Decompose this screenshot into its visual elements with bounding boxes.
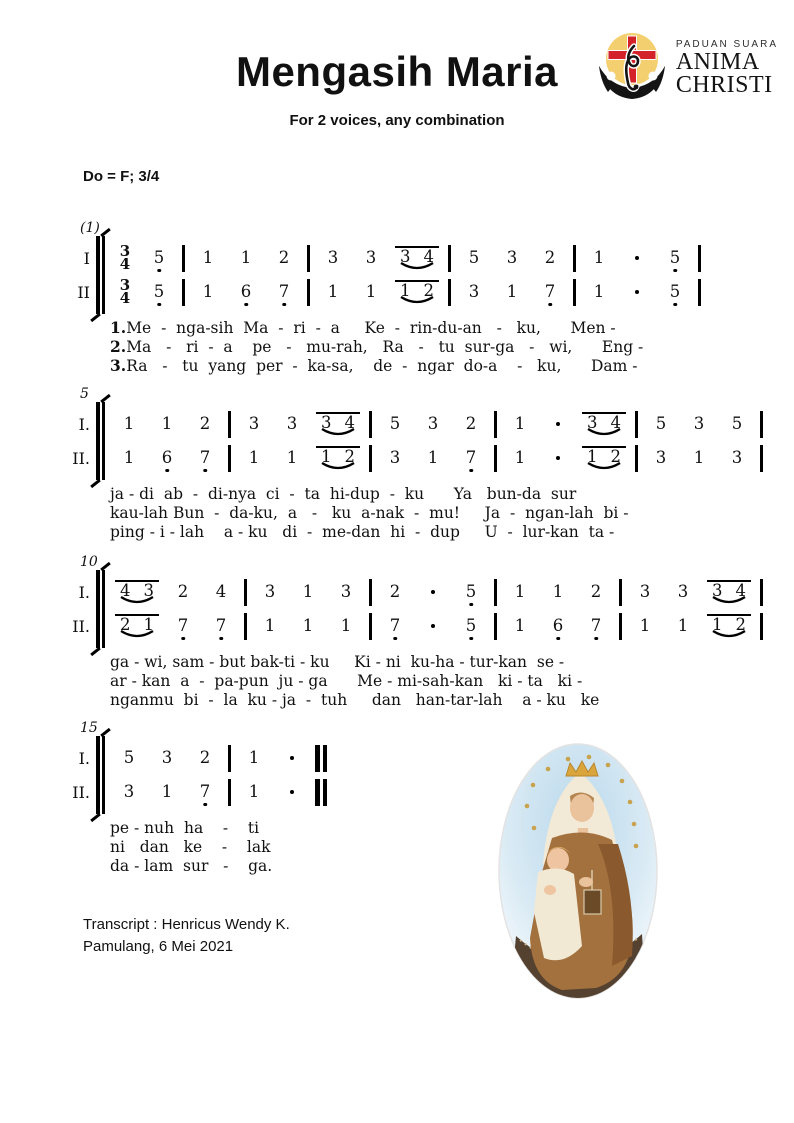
note: 1 [514, 582, 526, 601]
note: 1 [240, 248, 252, 267]
note: 2 [199, 748, 211, 767]
note: 1 [202, 282, 214, 301]
note: 1 [248, 448, 260, 467]
note: 1 [248, 748, 260, 767]
sustain-dot [273, 775, 311, 809]
barline [490, 441, 501, 475]
choir-logo [595, 30, 778, 106]
note: 4 [215, 582, 227, 601]
lyric-line: ni dan ke - lak [110, 837, 271, 856]
barline [756, 575, 767, 609]
note-low-octave: 7 [202, 609, 240, 643]
measure-number: 10 [80, 554, 98, 570]
voice1-notes [110, 407, 767, 441]
note: 1 [161, 782, 173, 801]
note: 2 [199, 414, 211, 433]
barline [615, 609, 626, 643]
voice2-label: II. [72, 616, 90, 636]
voice1-label: I. [78, 414, 90, 434]
lyric-line: kau-lah Bun - da-ku, a - ku a-nak - mu! Ja - ngan-lah bi - [110, 503, 629, 522]
barline [444, 275, 455, 309]
barline [178, 275, 189, 309]
measure-number: 15 [80, 720, 98, 736]
note: 2 [177, 582, 189, 601]
voice1-notes [110, 575, 767, 609]
barline [224, 775, 235, 809]
voice2-notes [110, 609, 767, 643]
note-low-octave: 5 [452, 575, 490, 609]
slurred-note-group: 3 4 [390, 241, 444, 275]
transcript-line2: Pamulang, 6 Mei 2021 [83, 938, 234, 955]
barline [490, 575, 501, 609]
voice1-label: I. [78, 582, 90, 602]
lyric-line: pe - nuh ha - ti [110, 819, 260, 837]
lyric-line: ping - i - lah a - ku di - me-dan hi - dup U - lur-kan ta - [110, 522, 615, 541]
music-system-1 [62, 220, 705, 375]
slurred-note-group: 3 4 [311, 407, 365, 441]
lyric-line: ja - di ab - di-nya ci - ta hi-dup - ku Ya bun-da sur [110, 485, 577, 503]
voice2-notes [110, 775, 331, 809]
slurred-note-group: 1 2 [577, 441, 631, 475]
note-low-octave: 6 [227, 275, 265, 309]
note-low-octave: 6 [539, 609, 577, 643]
system-bracket [96, 402, 105, 480]
note: 3 [327, 248, 339, 267]
barline [756, 609, 767, 643]
note: 3 [248, 414, 260, 433]
note: 3 [427, 414, 439, 433]
sustain-dot [539, 407, 577, 441]
note: 1 [514, 414, 526, 433]
barline [365, 609, 376, 643]
note: 1 [514, 616, 526, 635]
note: 3 [340, 582, 352, 601]
barline [756, 441, 767, 475]
note: 1 [593, 282, 605, 301]
lyrics-block [110, 819, 331, 875]
time-signature: 3 4 [119, 242, 131, 273]
note-low-octave: 6 [148, 441, 186, 475]
note: 1 [365, 282, 377, 301]
note-low-octave: 5 [140, 241, 178, 275]
music-system-2 [62, 386, 767, 541]
sustain-dot [414, 575, 452, 609]
sustain-dot [414, 609, 452, 643]
page-subtitle: For 2 voices, any combination [289, 112, 505, 129]
note: 2 [544, 248, 556, 267]
barline [224, 741, 235, 775]
voice2-notes [110, 441, 767, 475]
choir-name [676, 39, 778, 97]
note: 5 [731, 414, 743, 433]
slurred-note-group: 2 1 [110, 609, 164, 643]
note: 1 [302, 616, 314, 635]
note: 3 [123, 782, 135, 801]
madonna-and-child-image [494, 740, 662, 1006]
barline [240, 575, 251, 609]
voice1-notes [110, 741, 331, 775]
note: 5 [655, 414, 667, 433]
lyric-line: 2.Ma - ri - a pe - mu-rah, Ra - tu sur-ga - wi, Eng - [110, 336, 644, 356]
voice-labels [62, 575, 90, 643]
lyric-line: ga - wi, sam - but bak-ti - ku Ki - ni ku-ha - tur-kan se - [110, 653, 565, 671]
transcript-credit [83, 914, 290, 958]
sustain-dot [618, 275, 656, 309]
note: 1 [506, 282, 518, 301]
note-low-octave: 7 [164, 609, 202, 643]
note: 5 [468, 248, 480, 267]
barline [365, 407, 376, 441]
note: 1 [123, 448, 135, 467]
note: 1 [302, 582, 314, 601]
lyric-line: 3.Ra - tu yang per - ka-sa, de - ngar do-a - ku, Dam - [110, 355, 638, 375]
system-bracket [96, 236, 105, 314]
measure-number: (1) [80, 220, 100, 236]
note: 3 [693, 414, 705, 433]
note: 1 [202, 248, 214, 267]
note: 1 [693, 448, 705, 467]
note: 1 [552, 582, 564, 601]
slurred-note-group: 1 2 [311, 441, 365, 475]
note-low-octave: 7 [531, 275, 569, 309]
note: 1 [123, 414, 135, 433]
barline [444, 241, 455, 275]
note: 2 [389, 582, 401, 601]
time-signature: 3 4 [119, 276, 131, 307]
lyric-line: nganmu bi - la ku - ja - tuh dan han-tar-lah a - ku ke [110, 690, 600, 709]
note: 2 [465, 414, 477, 433]
barline [224, 441, 235, 475]
slurred-note-group: 1 2 [702, 609, 756, 643]
note-low-octave: 7 [186, 441, 224, 475]
barline [615, 575, 626, 609]
note: 3 [677, 582, 689, 601]
note: 1 [327, 282, 339, 301]
barline [224, 407, 235, 441]
barline [569, 241, 580, 275]
note-low-octave: 7 [265, 275, 303, 309]
voice1-label: I [83, 248, 90, 268]
barline [365, 441, 376, 475]
barline [569, 275, 580, 309]
choir-emblem-icon [595, 30, 669, 106]
transcript-line1: Transcript : Henricus Wendy K. [83, 916, 290, 933]
note: 3 [161, 748, 173, 767]
barline [631, 441, 642, 475]
note-low-octave: 7 [577, 609, 615, 643]
voice2-label: II [77, 282, 90, 302]
lyrics-block [110, 485, 767, 541]
voice1-label: I. [78, 748, 90, 768]
choir-name-line1: ANIMA [675, 49, 760, 75]
note-low-octave: 5 [656, 241, 694, 275]
sustain-dot [618, 241, 656, 275]
lyric-line: da - lam sur - ga. [110, 856, 273, 875]
barline [631, 407, 642, 441]
note: 3 [264, 582, 276, 601]
system-bracket [96, 736, 105, 814]
slurred-note-group: 1 2 [390, 275, 444, 309]
sustain-dot [273, 741, 311, 775]
note-low-octave: 5 [140, 275, 178, 309]
slurred-note-group: 4 3 [110, 575, 164, 609]
choir-name-line2: CHRISTI [675, 72, 773, 98]
note: 1 [593, 248, 605, 267]
lyrics-block [110, 653, 767, 709]
measure-number: 5 [80, 386, 89, 402]
music-system-3 [62, 554, 767, 709]
barline [490, 407, 501, 441]
note: 2 [278, 248, 290, 267]
system-bracket [96, 570, 105, 648]
note: 5 [389, 414, 401, 433]
voice1-notes [110, 241, 705, 275]
note: 3 [506, 248, 518, 267]
note: 1 [161, 414, 173, 433]
voice2-notes [110, 275, 705, 309]
barline [240, 609, 251, 643]
barline [303, 275, 314, 309]
note: 3 [286, 414, 298, 433]
note-low-octave: 5 [452, 609, 490, 643]
barline [303, 241, 314, 275]
barline [694, 275, 705, 309]
note: 3 [389, 448, 401, 467]
note: 1 [427, 448, 439, 467]
note-low-octave: 7 [376, 609, 414, 643]
note: 3 [731, 448, 743, 467]
lyric-line: ar - kan a - pa-pun ju - ga Me - mi-sah-kan ki - ta ki - [110, 671, 583, 690]
page-title: Mengasih Maria [235, 48, 559, 95]
barline [490, 609, 501, 643]
note: 3 [468, 282, 480, 301]
note: 3 [655, 448, 667, 467]
note: 5 [123, 748, 135, 767]
barline [178, 241, 189, 275]
voice2-label: II. [72, 782, 90, 802]
lyrics-block [110, 319, 705, 375]
note: 1 [264, 616, 276, 635]
note: 1 [677, 616, 689, 635]
note: 1 [639, 616, 651, 635]
barline [694, 241, 705, 275]
key-signature-line: Do = F; 3/4 [83, 168, 160, 185]
voice2-label: II. [72, 448, 90, 468]
lyric-line: 1.Me - nga-sih Ma - ri - a Ke - rin-du-an - ku, Men - [110, 318, 616, 337]
note: 1 [286, 448, 298, 467]
note: 3 [639, 582, 651, 601]
music-system-4 [62, 720, 331, 875]
slurred-note-group: 3 4 [702, 575, 756, 609]
note: 2 [590, 582, 602, 601]
note-low-octave: 7 [452, 441, 490, 475]
slurred-note-group: 3 4 [577, 407, 631, 441]
barline [365, 575, 376, 609]
note: 1 [514, 448, 526, 467]
final-barline [311, 775, 331, 809]
voice-labels [62, 241, 90, 309]
final-barline [311, 741, 331, 775]
choir-name-small: PADUAN SUARA [675, 39, 778, 50]
voice-labels [62, 741, 90, 809]
note: 1 [340, 616, 352, 635]
voice-labels [62, 407, 90, 475]
note-low-octave: 7 [186, 775, 224, 809]
sustain-dot [539, 441, 577, 475]
note-low-octave: 5 [656, 275, 694, 309]
note: 3 [365, 248, 377, 267]
note: 1 [248, 782, 260, 801]
barline [756, 407, 767, 441]
